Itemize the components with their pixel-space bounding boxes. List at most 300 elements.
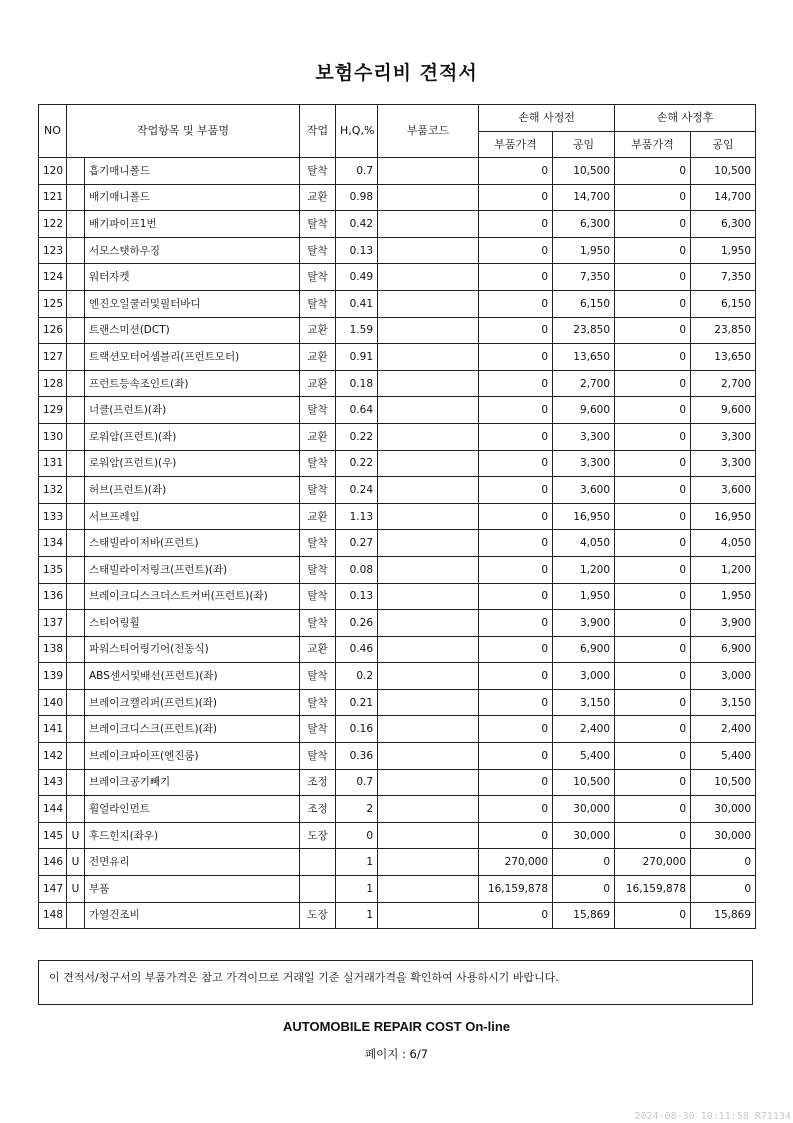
- row-no: 129: [39, 397, 67, 424]
- row-part-price-before: 0: [479, 743, 553, 770]
- row-no: 139: [39, 663, 67, 690]
- row-labor-after: 3,300: [691, 423, 756, 450]
- row-work-type: 탈착: [300, 530, 336, 557]
- row-work-type: 조정: [300, 796, 336, 823]
- row-labor-before: 1,950: [553, 583, 615, 610]
- row-part-price-before: 16,159,878: [479, 876, 553, 903]
- row-part-code: [378, 902, 479, 929]
- row-labor-after: 2,400: [691, 716, 756, 743]
- row-work-type: 탈착: [300, 689, 336, 716]
- row-u-mark: [67, 743, 85, 770]
- row-work-type: [300, 849, 336, 876]
- row-labor-after: 15,869: [691, 902, 756, 929]
- row-part-code: [378, 689, 479, 716]
- row-work-type: 교환: [300, 344, 336, 371]
- row-u-mark: [67, 211, 85, 238]
- row-hq: 1.59: [336, 317, 378, 344]
- row-part-price-after: 0: [615, 477, 691, 504]
- row-work-type: [300, 876, 336, 903]
- row-no: 133: [39, 503, 67, 530]
- row-work-type: 탈착: [300, 290, 336, 317]
- table-row: [39, 317, 756, 344]
- row-part-code: [378, 716, 479, 743]
- row-hq: 1: [336, 876, 378, 903]
- document-title: 보험수리비 견적서: [315, 62, 478, 84]
- row-part-price-before: 0: [479, 530, 553, 557]
- row-u-mark: [67, 556, 85, 583]
- row-work-type: 교환: [300, 503, 336, 530]
- row-part-price-after: 0: [615, 370, 691, 397]
- row-part-price-before: 0: [479, 689, 553, 716]
- row-u-mark: [67, 184, 85, 211]
- row-work-type: 탈착: [300, 663, 336, 690]
- row-item-name: 서브프레임: [85, 503, 300, 530]
- row-part-price-before: 0: [479, 237, 553, 264]
- header-hq: H,Q,%: [336, 105, 378, 158]
- footer-title: AUTOMOBILE REPAIR COST On-line: [282, 1019, 511, 1034]
- row-no: 130: [39, 423, 67, 450]
- row-u-mark: [67, 317, 85, 344]
- row-labor-after: 6,300: [691, 211, 756, 238]
- row-part-code: [378, 290, 479, 317]
- row-item-name: 로워암(프런트)(우): [85, 450, 300, 477]
- row-labor-after: 1,950: [691, 237, 756, 264]
- row-work-type: 교환: [300, 636, 336, 663]
- row-work-type: 교환: [300, 423, 336, 450]
- row-u-mark: [67, 344, 85, 371]
- row-hq: 1: [336, 902, 378, 929]
- row-labor-before: 3,300: [553, 450, 615, 477]
- row-labor-before: 0: [553, 849, 615, 876]
- row-part-price-before: 0: [479, 344, 553, 371]
- row-labor-before: 13,650: [553, 344, 615, 371]
- header-labor-after: 공임: [691, 132, 756, 158]
- row-labor-before: 23,850: [553, 317, 615, 344]
- table-row: [39, 902, 756, 929]
- row-item-name: ABS센서및배선(프런트)(좌): [85, 663, 300, 690]
- row-labor-before: 5,400: [553, 743, 615, 770]
- estimate-table: [38, 104, 756, 929]
- row-no: 121: [39, 184, 67, 211]
- row-labor-after: 1,950: [691, 583, 756, 610]
- table-row: [39, 556, 756, 583]
- row-item-name: 스태빌라이저바(프런트): [85, 530, 300, 557]
- header-part-price-after: 부품가격: [615, 132, 691, 158]
- row-part-price-before: 0: [479, 796, 553, 823]
- row-part-price-after: 0: [615, 822, 691, 849]
- row-part-code: [378, 237, 479, 264]
- row-part-code: [378, 583, 479, 610]
- table-row: [39, 743, 756, 770]
- row-part-price-before: 0: [479, 716, 553, 743]
- row-work-type: 교환: [300, 184, 336, 211]
- table-row: [39, 344, 756, 371]
- row-part-price-after: 0: [615, 237, 691, 264]
- row-item-name: 전면유리: [85, 849, 300, 876]
- row-u-mark: [67, 158, 85, 185]
- row-work-type: 탈착: [300, 237, 336, 264]
- row-part-price-before: 0: [479, 317, 553, 344]
- row-hq: 0.36: [336, 743, 378, 770]
- row-work-type: 탈착: [300, 716, 336, 743]
- row-labor-after: 3,600: [691, 477, 756, 504]
- row-part-price-after: 0: [615, 716, 691, 743]
- header-labor-before: 공임: [553, 132, 615, 158]
- table-row: [39, 689, 756, 716]
- row-item-name: 후드힌지(좌우): [85, 822, 300, 849]
- table-row: [39, 530, 756, 557]
- row-part-price-after: 0: [615, 211, 691, 238]
- row-no: 148: [39, 902, 67, 929]
- row-labor-after: 30,000: [691, 796, 756, 823]
- table-row: [39, 397, 756, 424]
- row-labor-before: 0: [553, 876, 615, 903]
- table-header: [39, 105, 756, 158]
- row-no: 120: [39, 158, 67, 185]
- row-hq: 0.21: [336, 689, 378, 716]
- row-work-type: 탈착: [300, 264, 336, 291]
- header-after-adjustment: 손해 사정후: [615, 105, 756, 132]
- row-hq: 0.49: [336, 264, 378, 291]
- row-no: 138: [39, 636, 67, 663]
- row-item-name: 파워스티어링기어(전동식): [85, 636, 300, 663]
- row-item-name: 엔진오일쿨러및필터바디: [85, 290, 300, 317]
- row-item-name: 트랜스미션(DCT): [85, 317, 300, 344]
- row-labor-before: 3,300: [553, 423, 615, 450]
- row-no: 135: [39, 556, 67, 583]
- table-row: [39, 822, 756, 849]
- row-item-name: 스티어링휠: [85, 610, 300, 637]
- row-item-name: 브레이크파이프(엔진룸): [85, 743, 300, 770]
- row-item-name: 가열건조비: [85, 902, 300, 929]
- notice-box: [38, 960, 753, 1005]
- row-u-mark: [67, 290, 85, 317]
- row-part-price-after: 0: [615, 397, 691, 424]
- row-item-name: 흡기매니폴드: [85, 158, 300, 185]
- row-part-code: [378, 397, 479, 424]
- row-labor-after: 2,700: [691, 370, 756, 397]
- row-labor-before: 10,500: [553, 769, 615, 796]
- row-work-type: 교환: [300, 317, 336, 344]
- row-part-price-after: 0: [615, 290, 691, 317]
- row-hq: 0.13: [336, 237, 378, 264]
- row-hq: 0.26: [336, 610, 378, 637]
- row-work-type: 조정: [300, 769, 336, 796]
- row-labor-after: 7,350: [691, 264, 756, 291]
- row-hq: 1: [336, 849, 378, 876]
- row-item-name: 부품: [85, 876, 300, 903]
- row-part-code: [378, 317, 479, 344]
- row-labor-before: 6,150: [553, 290, 615, 317]
- row-hq: 0.22: [336, 423, 378, 450]
- row-u-mark: [67, 397, 85, 424]
- row-part-code: [378, 211, 479, 238]
- row-labor-before: 3,150: [553, 689, 615, 716]
- table-row: [39, 716, 756, 743]
- row-hq: 0.22: [336, 450, 378, 477]
- row-part-price-before: 0: [479, 211, 553, 238]
- row-part-code: [378, 663, 479, 690]
- row-part-code: [378, 450, 479, 477]
- row-u-mark: [67, 716, 85, 743]
- table-row: [39, 503, 756, 530]
- row-hq: 0.64: [336, 397, 378, 424]
- row-labor-before: 14,700: [553, 184, 615, 211]
- row-labor-before: 9,600: [553, 397, 615, 424]
- row-part-price-before: 0: [479, 184, 553, 211]
- table-row: [39, 290, 756, 317]
- row-work-type: 탈착: [300, 158, 336, 185]
- row-work-type: 탈착: [300, 556, 336, 583]
- row-hq: 0.41: [336, 290, 378, 317]
- table-row: [39, 610, 756, 637]
- row-no: 134: [39, 530, 67, 557]
- table-row: [39, 583, 756, 610]
- row-labor-after: 13,650: [691, 344, 756, 371]
- row-part-price-after: 0: [615, 556, 691, 583]
- row-no: 145: [39, 822, 67, 849]
- row-no: 123: [39, 237, 67, 264]
- header-item: 작업항목 및 부품명: [67, 105, 300, 158]
- row-part-price-before: 0: [479, 450, 553, 477]
- row-item-name: 브레이크캘리퍼(프런트)(좌): [85, 689, 300, 716]
- row-labor-before: 6,900: [553, 636, 615, 663]
- row-part-code: [378, 158, 479, 185]
- row-part-code: [378, 849, 479, 876]
- row-part-price-after: 270,000: [615, 849, 691, 876]
- row-hq: 0.91: [336, 344, 378, 371]
- row-part-code: [378, 184, 479, 211]
- row-hq: 2: [336, 796, 378, 823]
- row-u-mark: [67, 689, 85, 716]
- row-part-code: [378, 769, 479, 796]
- row-part-price-before: 0: [479, 610, 553, 637]
- row-work-type: 교환: [300, 370, 336, 397]
- row-u-mark: [67, 423, 85, 450]
- row-labor-after: 0: [691, 876, 756, 903]
- table-row: [39, 370, 756, 397]
- row-no: 132: [39, 477, 67, 504]
- row-part-price-after: 0: [615, 663, 691, 690]
- row-labor-after: 10,500: [691, 769, 756, 796]
- row-u-mark: [67, 636, 85, 663]
- row-u-mark: [67, 902, 85, 929]
- row-item-name: 배기파이프1번: [85, 211, 300, 238]
- row-part-price-before: 0: [479, 264, 553, 291]
- row-no: 146: [39, 849, 67, 876]
- header-before-adjustment: 손해 사정전: [479, 105, 615, 132]
- row-part-code: [378, 423, 479, 450]
- row-item-name: 허브(프런트)(좌): [85, 477, 300, 504]
- row-hq: 0.13: [336, 583, 378, 610]
- row-no: 143: [39, 769, 67, 796]
- row-no: 144: [39, 796, 67, 823]
- row-no: 127: [39, 344, 67, 371]
- row-part-price-after: 0: [615, 636, 691, 663]
- row-u-mark: [67, 477, 85, 504]
- page-number: 페이지 : 6/7: [364, 1047, 429, 1061]
- row-no: 126: [39, 317, 67, 344]
- row-labor-before: 2,700: [553, 370, 615, 397]
- row-part-price-after: 0: [615, 184, 691, 211]
- row-work-type: 탈착: [300, 743, 336, 770]
- row-no: 140: [39, 689, 67, 716]
- row-part-price-before: 0: [479, 583, 553, 610]
- row-work-type: 탈착: [300, 211, 336, 238]
- row-part-price-after: 0: [615, 902, 691, 929]
- row-hq: 0.2: [336, 663, 378, 690]
- table-row: [39, 663, 756, 690]
- row-hq: 0: [336, 822, 378, 849]
- row-work-type: 탈착: [300, 450, 336, 477]
- row-part-code: [378, 264, 479, 291]
- row-part-price-after: 0: [615, 317, 691, 344]
- row-no: 122: [39, 211, 67, 238]
- row-part-price-before: 0: [479, 290, 553, 317]
- row-hq: 0.98: [336, 184, 378, 211]
- row-part-price-before: 0: [479, 822, 553, 849]
- row-labor-after: 6,900: [691, 636, 756, 663]
- row-u-mark: [67, 796, 85, 823]
- table-row: [39, 636, 756, 663]
- row-labor-after: 16,950: [691, 503, 756, 530]
- table-row: [39, 423, 756, 450]
- row-u-mark: [67, 610, 85, 637]
- table-row: [39, 769, 756, 796]
- header-work: 작업: [300, 105, 336, 158]
- row-part-price-before: 0: [479, 423, 553, 450]
- row-labor-after: 4,050: [691, 530, 756, 557]
- row-no: 137: [39, 610, 67, 637]
- row-item-name: 프런트등속조인트(좌): [85, 370, 300, 397]
- row-no: 124: [39, 264, 67, 291]
- row-labor-after: 30,000: [691, 822, 756, 849]
- row-no: 125: [39, 290, 67, 317]
- row-u-mark: [67, 583, 85, 610]
- row-part-code: [378, 743, 479, 770]
- row-work-type: 탈착: [300, 397, 336, 424]
- row-labor-after: 9,600: [691, 397, 756, 424]
- row-hq: 0.7: [336, 158, 378, 185]
- row-u-mark: U: [67, 822, 85, 849]
- row-work-type: 탈착: [300, 477, 336, 504]
- row-part-code: [378, 876, 479, 903]
- row-u-mark: [67, 237, 85, 264]
- row-labor-before: 6,300: [553, 211, 615, 238]
- row-work-type: 탈착: [300, 583, 336, 610]
- row-labor-after: 5,400: [691, 743, 756, 770]
- table-row: [39, 264, 756, 291]
- table-row: [39, 876, 756, 903]
- row-part-price-after: 0: [615, 769, 691, 796]
- table-row: [39, 477, 756, 504]
- row-part-code: [378, 503, 479, 530]
- header-no: NO: [39, 105, 67, 158]
- row-item-name: 너클(프런트)(좌): [85, 397, 300, 424]
- row-item-name: 브레이크공기빼기: [85, 769, 300, 796]
- row-part-price-before: 0: [479, 370, 553, 397]
- row-part-price-after: 0: [615, 689, 691, 716]
- row-part-price-after: 0: [615, 344, 691, 371]
- row-u-mark: [67, 503, 85, 530]
- row-item-name: 브레이크디스크더스트커버(프런트)(좌): [85, 583, 300, 610]
- row-part-price-after: 0: [615, 743, 691, 770]
- row-hq: 0.42: [336, 211, 378, 238]
- row-hq: 0.08: [336, 556, 378, 583]
- row-item-name: 브레이크디스크(프런트)(좌): [85, 716, 300, 743]
- row-u-mark: [67, 370, 85, 397]
- row-hq: 0.16: [336, 716, 378, 743]
- row-part-price-before: 0: [479, 397, 553, 424]
- row-item-name: 배기매니폴드: [85, 184, 300, 211]
- row-part-price-after: 0: [615, 450, 691, 477]
- row-no: 147: [39, 876, 67, 903]
- row-u-mark: [67, 769, 85, 796]
- row-hq: 1.13: [336, 503, 378, 530]
- row-labor-after: 23,850: [691, 317, 756, 344]
- row-u-mark: U: [67, 876, 85, 903]
- header-part-price-before: 부품가격: [479, 132, 553, 158]
- row-part-price-before: 0: [479, 503, 553, 530]
- row-labor-before: 1,200: [553, 556, 615, 583]
- row-part-price-after: 0: [615, 264, 691, 291]
- row-no: 142: [39, 743, 67, 770]
- row-item-name: 로워암(프런트)(좌): [85, 423, 300, 450]
- row-part-price-after: 0: [615, 796, 691, 823]
- row-item-name: 서모스탯하우징: [85, 237, 300, 264]
- row-part-price-before: 0: [479, 477, 553, 504]
- row-u-mark: [67, 530, 85, 557]
- row-hq: 0.7: [336, 769, 378, 796]
- table-row: [39, 184, 756, 211]
- row-work-type: 도장: [300, 902, 336, 929]
- row-part-price-after: 0: [615, 530, 691, 557]
- row-labor-before: 2,400: [553, 716, 615, 743]
- row-hq: 0.24: [336, 477, 378, 504]
- row-part-code: [378, 530, 479, 557]
- row-labor-after: 1,200: [691, 556, 756, 583]
- table-row: [39, 211, 756, 238]
- row-labor-before: 3,900: [553, 610, 615, 637]
- row-labor-before: 1,950: [553, 237, 615, 264]
- row-labor-before: 3,600: [553, 477, 615, 504]
- row-labor-after: 3,150: [691, 689, 756, 716]
- print-timestamp: 2024-08-30 10:11:58 R71134: [634, 1111, 791, 1122]
- row-no: 128: [39, 370, 67, 397]
- table-row: [39, 849, 756, 876]
- row-labor-after: 3,300: [691, 450, 756, 477]
- row-hq: 0.18: [336, 370, 378, 397]
- row-part-code: [378, 556, 479, 583]
- row-hq: 0.27: [336, 530, 378, 557]
- row-u-mark: [67, 450, 85, 477]
- row-labor-before: 30,000: [553, 822, 615, 849]
- row-labor-after: 6,150: [691, 290, 756, 317]
- row-part-price-before: 0: [479, 663, 553, 690]
- row-labor-before: 16,950: [553, 503, 615, 530]
- row-labor-after: 14,700: [691, 184, 756, 211]
- row-labor-before: 4,050: [553, 530, 615, 557]
- notice-text: 이 견적서/청구서의 부품가격은 참고 가격이므로 거래일 기준 실거래가격을 확인하여 사용하시기 바랍니다.: [49, 971, 559, 984]
- row-work-type: 도장: [300, 822, 336, 849]
- table-row: [39, 237, 756, 264]
- row-item-name: 휠얼라인먼트: [85, 796, 300, 823]
- row-part-code: [378, 344, 479, 371]
- row-labor-before: 30,000: [553, 796, 615, 823]
- row-part-price-after: 0: [615, 583, 691, 610]
- row-part-code: [378, 477, 479, 504]
- table-row: [39, 796, 756, 823]
